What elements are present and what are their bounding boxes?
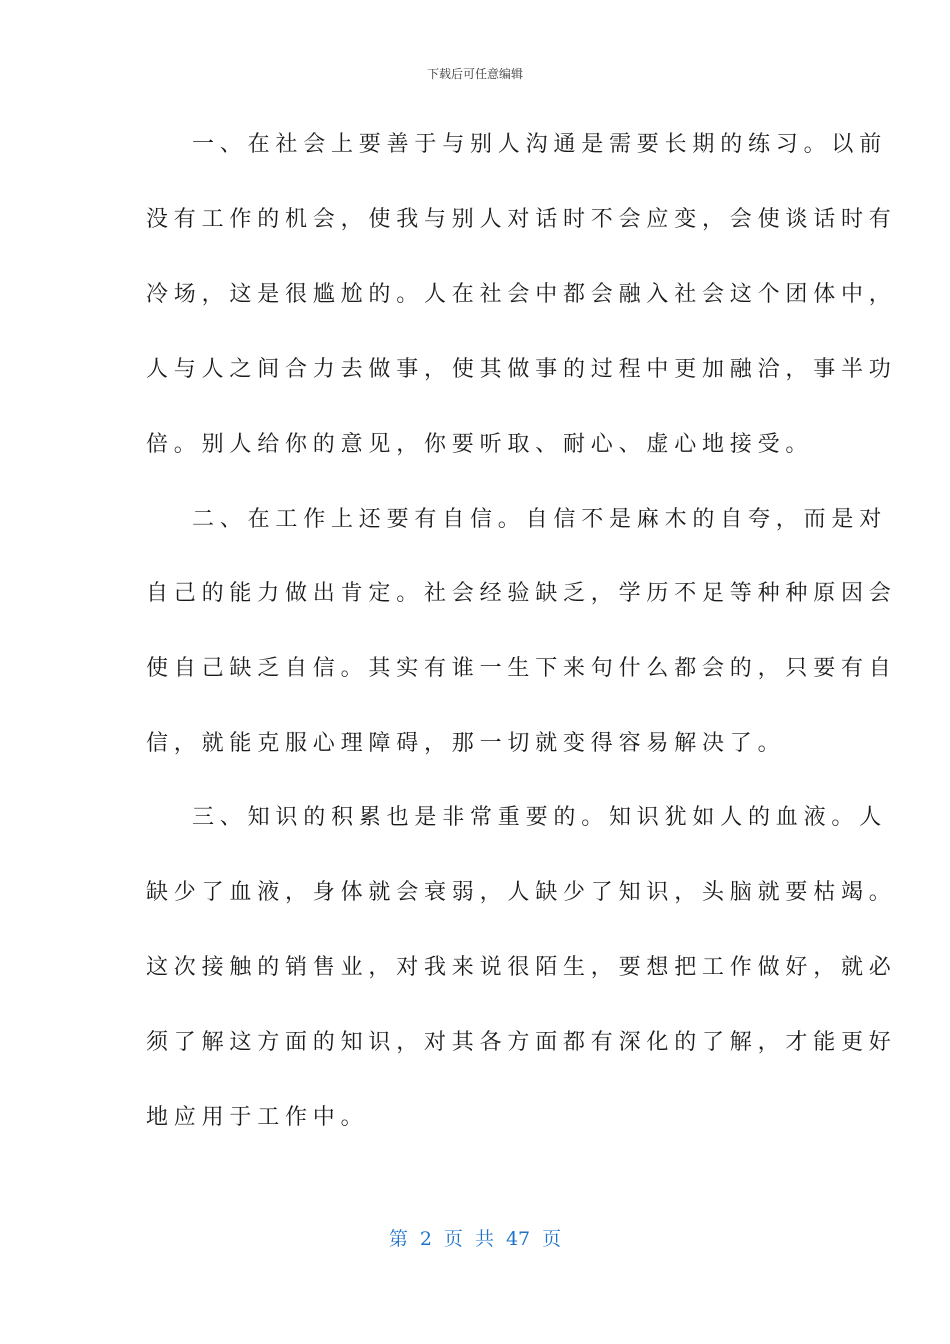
paragraph-3-line-5: 地应用于工作中。 — [146, 1105, 369, 1130]
footer-page-number: 2 — [419, 1228, 432, 1250]
footer-suffix: 页 — [542, 1228, 562, 1250]
paragraph-3-line-1: 三、知识的积累也是非常重要的。知识犹如人的血液。人 — [192, 805, 888, 830]
paragraph-2-line-3: 使自己缺乏自信。其实有谁一生下来句什么都会的，只要有自 — [146, 656, 897, 681]
paragraph-3-line-3: 这次接触的销售业，对我来说很陌生，要想把工作做好，就必 — [146, 955, 897, 980]
paragraph-2-line-1: 二、在工作上还要有自信。自信不是麻木的自夸，而是对 — [192, 507, 888, 532]
paragraph-1-line-3: 冷场，这是很尴尬的。人在社会中都会融入社会这个团体中， — [146, 282, 897, 307]
paragraph-2-line-4: 信，就能克服心理障碍，那一切就变得容易解决了。 — [146, 731, 786, 756]
footer-middle: 页 共 — [443, 1228, 494, 1250]
paragraph-3-line-4: 须了解这方面的知识，对其各方面都有深化的了解，才能更好 — [146, 1030, 897, 1055]
paragraph-3-line-2: 缺少了血液，身体就会衰弱，人缺少了知识，头脑就要枯竭。 — [146, 880, 897, 905]
footer-total-pages: 47 — [505, 1228, 531, 1250]
paragraph-1-line-2: 没有工作的机会，使我与别人对话时不会应变，会使谈话时有 — [146, 207, 897, 232]
footer-prefix: 第 — [388, 1228, 408, 1250]
page-footer — [0, 1226, 950, 1252]
paragraph-1-line-4: 人与人之间合力去做事，使其做事的过程中更加融洽，事半功 — [146, 357, 897, 382]
paragraph-1-line-1: 一、在社会上要善于与别人沟通是需要长期的练习。以前 — [192, 132, 888, 157]
paragraph-1-line-5: 倍。别人给你的意见，你要听取、耐心、虚心地接受。 — [146, 432, 814, 457]
page-header — [0, 66, 950, 82]
paragraph-2-line-2: 自己的能力做出肯定。社会经验缺乏，学历不足等种种原因会 — [146, 581, 897, 606]
header-text: 下载后可任意编辑 — [426, 67, 523, 81]
